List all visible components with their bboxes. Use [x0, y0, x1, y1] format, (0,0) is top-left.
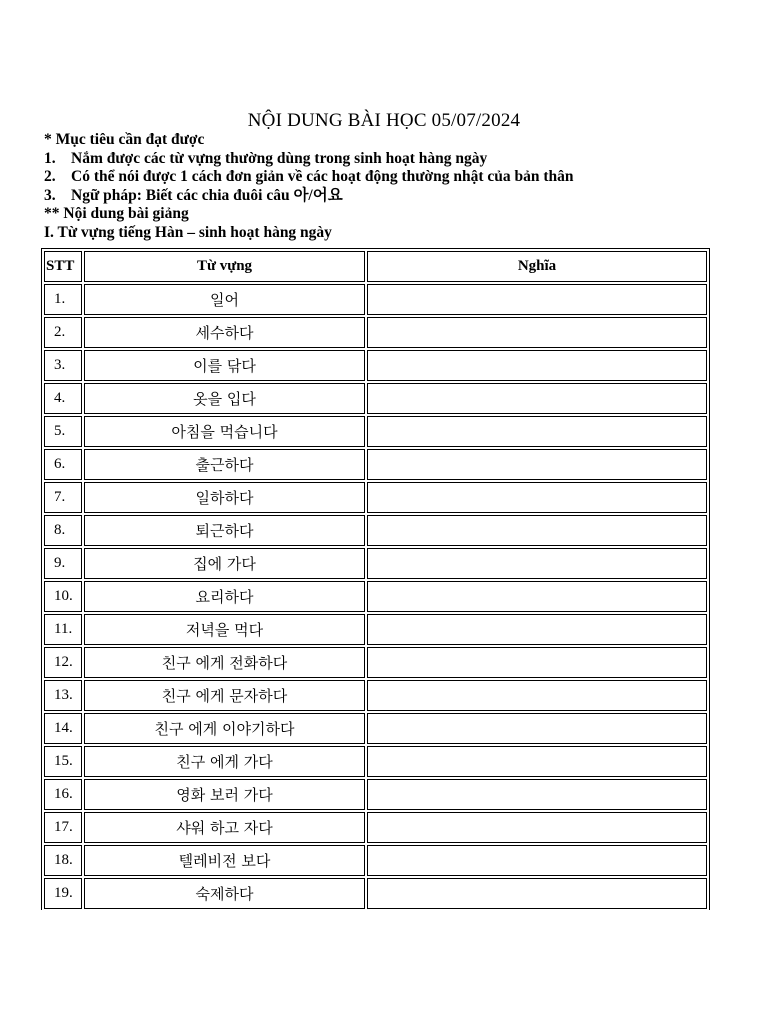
table-row: [44, 416, 707, 447]
table-header-row: [44, 251, 707, 282]
table-row: [44, 449, 707, 480]
vocabulary-table: [41, 248, 710, 912]
column-header-stt: STT: [44, 251, 82, 282]
goal-item: 3. Ngữ pháp: Biết các chia đuôi câu 아/어요: [44, 186, 343, 204]
vocab-word: 일어: [84, 284, 365, 315]
vocab-word: 영화 보러 가다: [84, 779, 365, 810]
meaning-cell[interactable]: [367, 812, 707, 843]
meaning-cell[interactable]: [367, 350, 707, 381]
column-header-meaning: Nghĩa: [367, 251, 707, 282]
lesson-intro: [44, 131, 724, 242]
row-number: 1.: [44, 284, 82, 315]
row-number: 14.: [44, 713, 82, 744]
vocab-word: 아침을 먹습니다: [84, 416, 365, 447]
row-number: 8.: [44, 515, 82, 546]
meaning-cell[interactable]: [367, 581, 707, 612]
vocab-word: 일하하다: [84, 482, 365, 513]
table-row: [44, 482, 707, 513]
vocab-word: 이를 닦다: [84, 350, 365, 381]
meaning-cell[interactable]: [367, 878, 707, 909]
column-header-word: Từ vựng: [84, 251, 365, 282]
vocab-word: 퇴근하다: [84, 515, 365, 546]
row-number: 11.: [44, 614, 82, 645]
content-heading: ** Nội dung bài giảng: [44, 205, 189, 222]
meaning-cell[interactable]: [367, 416, 707, 447]
vocab-word: 숙제하다: [84, 878, 365, 909]
vocab-word: 친구 에게 가다: [84, 746, 365, 777]
table-row: [44, 350, 707, 381]
row-number: 3.: [44, 350, 82, 381]
vocab-word: 집에 가다: [84, 548, 365, 579]
vocab-word: 샤워 하고 자다: [84, 812, 365, 843]
vocab-word: 요리하다: [84, 581, 365, 612]
meaning-cell[interactable]: [367, 548, 707, 579]
row-number: 7.: [44, 482, 82, 513]
row-number: 19.: [44, 878, 82, 909]
meaning-cell[interactable]: [367, 284, 707, 315]
meaning-cell[interactable]: [367, 515, 707, 546]
row-number: 5.: [44, 416, 82, 447]
row-number: 13.: [44, 680, 82, 711]
meaning-cell[interactable]: [367, 746, 707, 777]
table-row: [44, 614, 707, 645]
row-number: 17.: [44, 812, 82, 843]
vocab-word: 텔레비전 보다: [84, 845, 365, 876]
table-row: [44, 779, 707, 810]
table-row: [44, 581, 707, 612]
goal-heading: * Mục tiêu cần đạt được: [44, 131, 205, 148]
table-row: [44, 878, 707, 909]
goal-item: 1. Nắm được các từ vựng thường dùng trong sinh hoạt hàng ngày: [44, 149, 488, 167]
row-number: 2.: [44, 317, 82, 348]
vocab-word: 친구 에게 이야기하다: [84, 713, 365, 744]
table-row: [44, 845, 707, 876]
vocab-word: 친구 에게 문자하다: [84, 680, 365, 711]
vocab-word: 친구 에게 전화하다: [84, 647, 365, 678]
vocab-word: 세수하다: [84, 317, 365, 348]
meaning-cell[interactable]: [367, 647, 707, 678]
row-number: 4.: [44, 383, 82, 414]
table-row: [44, 713, 707, 744]
row-number: 18.: [44, 845, 82, 876]
meaning-cell[interactable]: [367, 680, 707, 711]
table-row: [44, 680, 707, 711]
table-row: [44, 284, 707, 315]
table-row: [44, 515, 707, 546]
table-row: [44, 746, 707, 777]
meaning-cell[interactable]: [367, 317, 707, 348]
row-number: 15.: [44, 746, 82, 777]
row-number: 9.: [44, 548, 82, 579]
meaning-cell[interactable]: [367, 779, 707, 810]
table-row: [44, 383, 707, 414]
row-number: 6.: [44, 449, 82, 480]
meaning-cell[interactable]: [367, 482, 707, 513]
table-row: [44, 548, 707, 579]
section-heading: I. Từ vựng tiếng Hàn – sinh hoạt hàng ngày: [44, 223, 332, 241]
row-number: 12.: [44, 647, 82, 678]
goal-item: 2. Có thể nói được 1 cách đơn giản về các hoạt động thường nhật của bản thân: [44, 168, 574, 185]
meaning-cell[interactable]: [367, 449, 707, 480]
page-title: NỘI DUNG BÀI HỌC 05/07/2024: [247, 110, 521, 131]
page-crop-blank: [0, 910, 768, 1024]
meaning-cell[interactable]: [367, 614, 707, 645]
vocab-word: 옷을 입다: [84, 383, 365, 414]
row-number: 10.: [44, 581, 82, 612]
meaning-cell[interactable]: [367, 383, 707, 414]
row-number: 16.: [44, 779, 82, 810]
vocab-word: 저녁을 먹다: [84, 614, 365, 645]
meaning-cell[interactable]: [367, 845, 707, 876]
table-row: [44, 647, 707, 678]
table-row: [44, 812, 707, 843]
meaning-cell[interactable]: [367, 713, 707, 744]
vocab-word: 출근하다: [84, 449, 365, 480]
table-row: [44, 317, 707, 348]
